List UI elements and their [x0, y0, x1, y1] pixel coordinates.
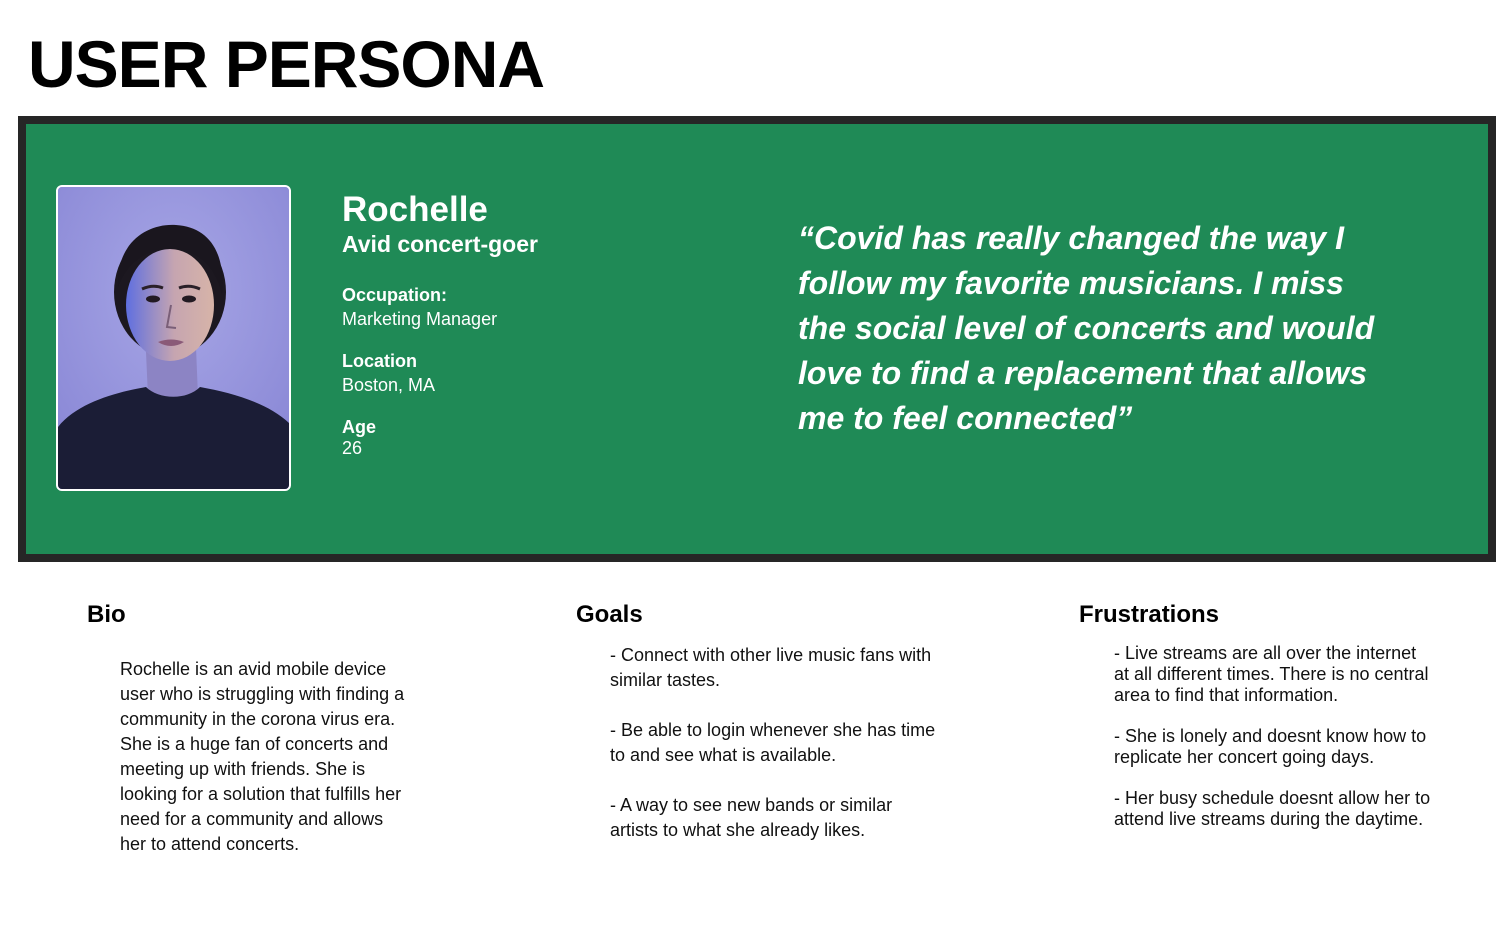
occupation-value: Marketing Manager [342, 309, 498, 329]
persona-hero-card [18, 116, 1496, 562]
frustration-item: - Live streams are all over the internet at all different times. There is no central area to find that information. [1114, 643, 1429, 705]
page-title: USER PERSONA [28, 27, 545, 101]
frustrations-section [1114, 643, 1434, 850]
portrait-illustration [58, 187, 289, 489]
frustration-item: - She is lonely and doesnt know how to replicate her concert going days. [1114, 726, 1427, 767]
frustration-item: - Her busy schedule doesnt allow her to attend live streams during the daytime. [1114, 788, 1431, 829]
age-value: 26 [342, 438, 363, 458]
persona-quote: “Covid has really changed the way I follow my favorite musicians. I miss the social level of concerts and would love to find a replacement that allows me to feel connected” [798, 220, 1375, 436]
bio-section [120, 657, 410, 857]
goal-item: - Connect with other live music fans with similar tastes. [610, 645, 932, 690]
bio-title: Bio [87, 601, 126, 628]
age-label: Age [342, 417, 377, 437]
location-label: Location [342, 351, 417, 371]
occupation-label: Occupation: [342, 285, 448, 305]
persona-identity [342, 190, 742, 458]
persona-name: Rochelle [342, 190, 488, 229]
goal-item: - Be able to login whenever she has time to and see what is available. [610, 720, 936, 765]
goals-title: Goals [576, 601, 643, 628]
goals-section [610, 643, 940, 868]
persona-tagline: Avid concert-goer [342, 231, 538, 257]
persona-photo [56, 185, 291, 491]
goal-item: - A way to see new bands or similar artists to what she already likes. [610, 795, 893, 840]
bio-text: Rochelle is an avid mobile device user who is struggling with finding a community in the corona virus era. She is a huge fan of concerts and meeting up with friends. She is looking for a solution that fulfills her need for a community and allows her to attend concerts. [120, 659, 405, 854]
frustrations-title: Frustrations [1079, 601, 1220, 628]
location-value: Boston, MA [342, 375, 436, 395]
